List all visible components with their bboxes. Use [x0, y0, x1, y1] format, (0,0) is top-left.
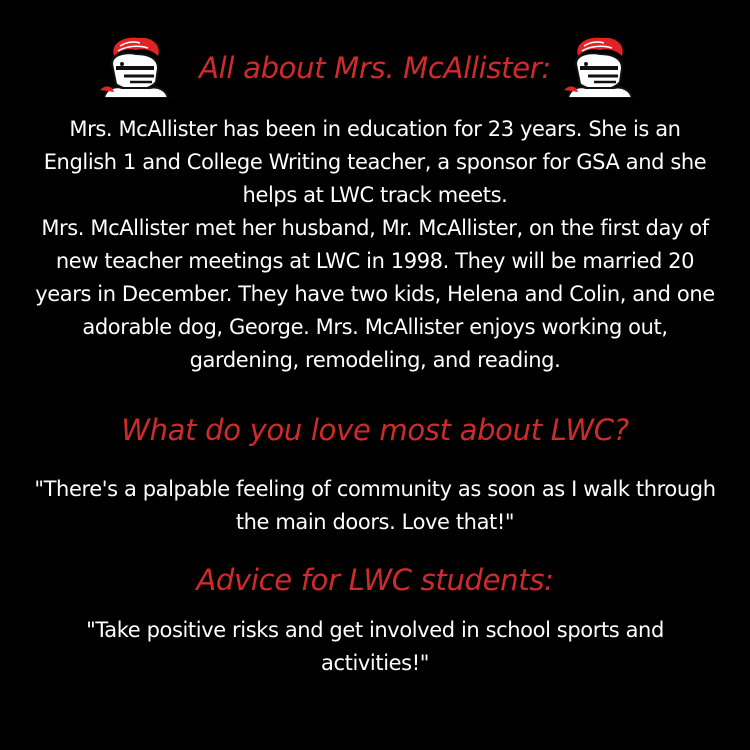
advice-heading: Advice for LWC students: [196, 563, 554, 597]
advice-quote: "Take positive risks and get involved in school sports and activities!" [86, 618, 664, 675]
knight-mascot-icon [560, 34, 640, 98]
page-title: All about Mrs. McAllister: [199, 51, 551, 85]
bio-paragraph: Mrs. McAllister has been in education for 23 years. She is an English 1 and College Writing teacher, a sponsor for GSA and she helps at LWC track meets. [43, 117, 707, 207]
love-quote: "There's a palpable feeling of community as soon as I walk through the main doors. Love that!" [34, 477, 716, 534]
header [0, 30, 750, 110]
bio-text [30, 113, 720, 377]
love-heading: What do you love most about LWC? [121, 413, 629, 447]
bio-paragraph: Mrs. McAllister met her husband, Mr. McAllister, on the first day of new teacher meetings at LWC in 1998. They will be married 20 years in December. They have two kids, Helena and Colin, and one adorable dog, George. Mrs. McAllister enjoys working out, gardening, remodeling, and reading. [35, 216, 715, 372]
